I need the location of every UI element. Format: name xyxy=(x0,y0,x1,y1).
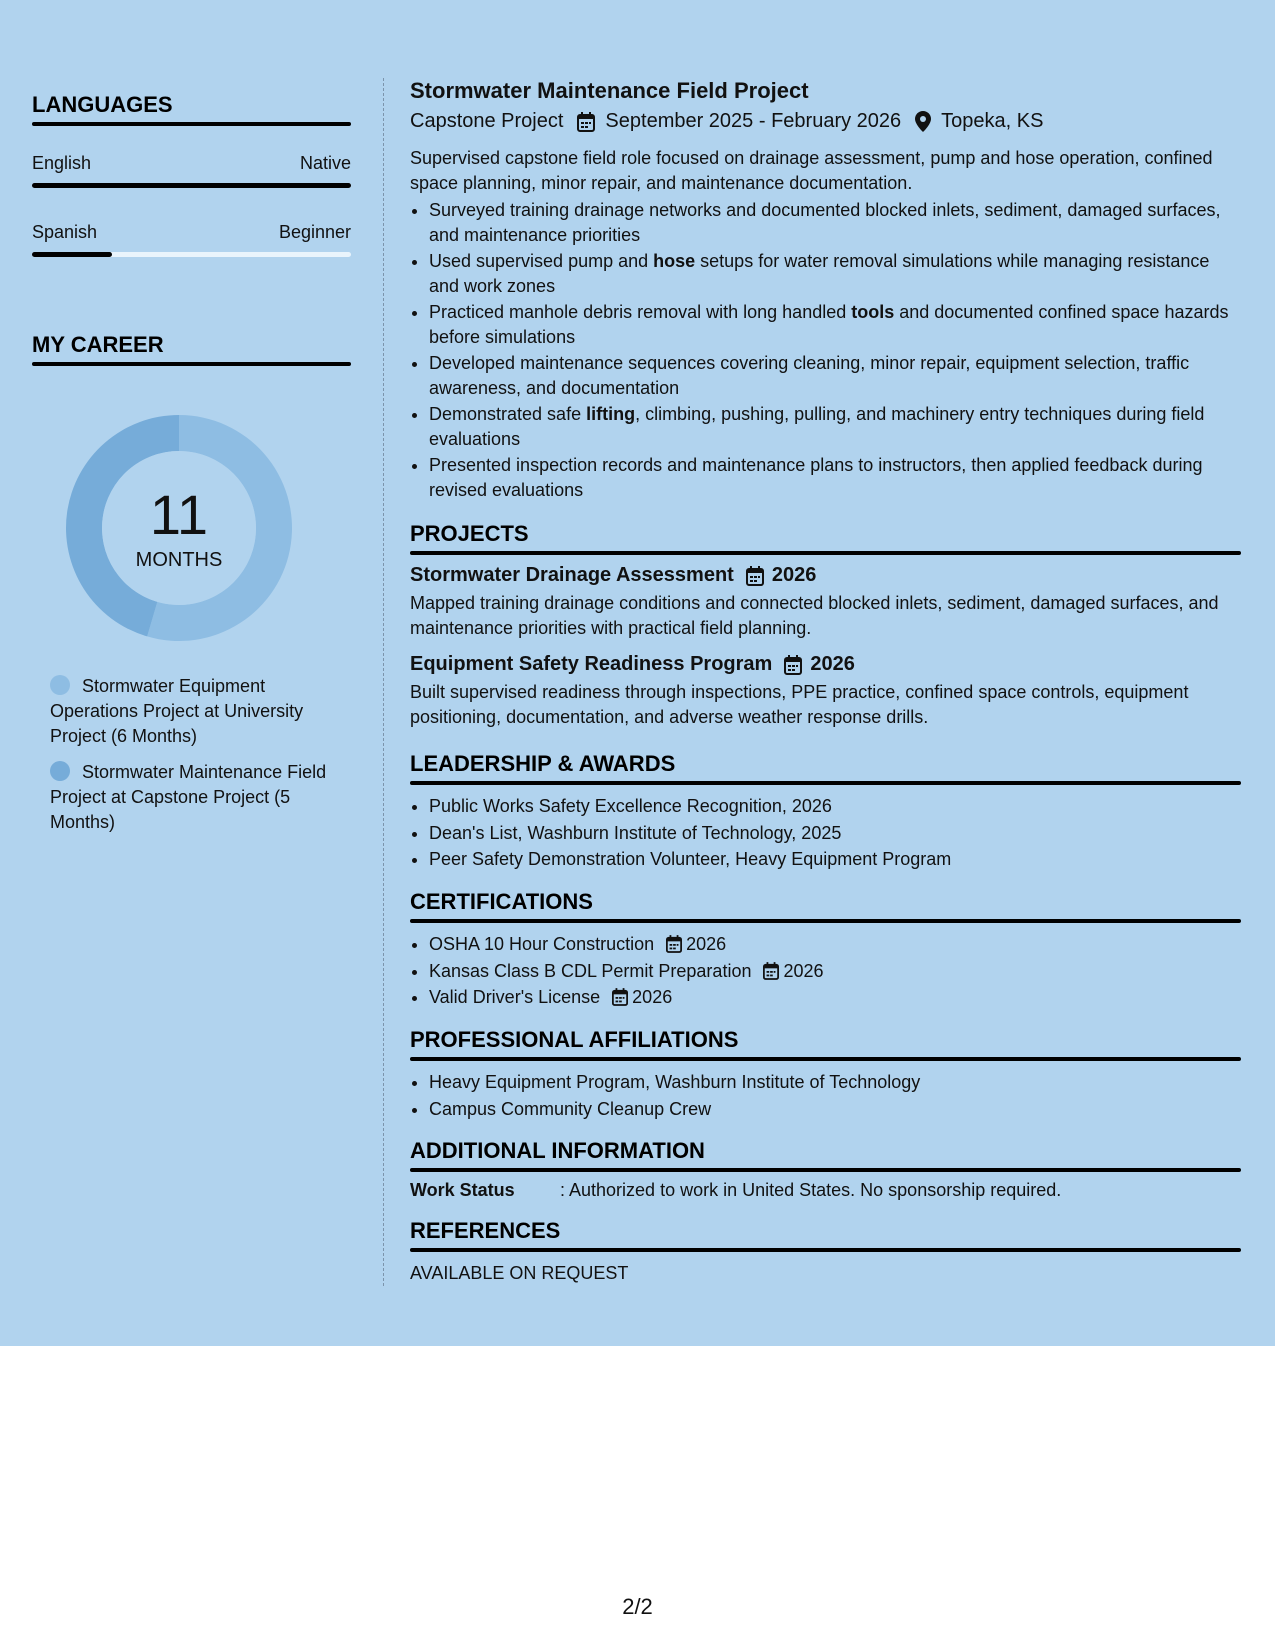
section-rule xyxy=(410,919,1241,923)
experience-summary: Supervised capstone field role focused on drainage assessment, pump and hose operation, confined space planning, minor repair, and maintenance documentation. xyxy=(410,148,1213,193)
project-year: 2026 xyxy=(810,653,855,675)
project-heading xyxy=(410,653,1241,676)
career-legend-item xyxy=(50,674,340,749)
page-number: 2/2 xyxy=(622,1594,653,1619)
language-bar-spanish xyxy=(32,252,351,257)
career-total-number: 11 xyxy=(149,483,209,546)
work-status-value: : Authorized to work in United States. No sponsorship required. xyxy=(560,1180,1062,1200)
map-pin-icon xyxy=(915,111,931,132)
work-status-label: Work Status xyxy=(410,1180,515,1200)
project-name: Stormwater Drainage Assessment xyxy=(410,564,734,586)
projects-title: PROJECTS xyxy=(410,521,529,546)
job-title: Stormwater Maintenance Field Project xyxy=(410,78,809,103)
section-rule xyxy=(410,781,1241,785)
language-name: English xyxy=(32,153,92,173)
list-item: • OSHA 10 Hour Construction 2026 xyxy=(429,932,1241,957)
language-level: Beginner xyxy=(278,222,351,242)
project-year: 2026 xyxy=(771,564,817,586)
section-rule xyxy=(410,1168,1241,1172)
language-english xyxy=(32,153,351,174)
leadership-title: LEADERSHIP & AWARDS xyxy=(410,751,676,776)
languages-rule xyxy=(32,122,351,126)
language-level: Native xyxy=(299,153,351,173)
language-bar-fill xyxy=(32,183,351,188)
languages-title: LANGUAGES xyxy=(32,92,173,117)
list-item: • Surveyed training drainage networks and documented blocked inlets, sediment, damaged surfaces, and maintenance priorities xyxy=(429,198,1241,247)
section-rule xyxy=(410,1248,1241,1252)
language-bar-fill xyxy=(32,252,112,257)
languages-section xyxy=(32,92,351,126)
list-item: • Used supervised pump and hose setups for water removal simulations while managing resistance and work zones xyxy=(429,249,1241,298)
certifications-section xyxy=(410,889,1241,1012)
references-text: AVAILABLE ON REQUEST xyxy=(410,1263,629,1283)
language-spanish xyxy=(32,222,351,243)
legend-dot-icon xyxy=(50,761,70,781)
calendar-icon xyxy=(746,566,764,586)
references-section xyxy=(410,1218,1241,1284)
calendar-icon xyxy=(577,112,595,132)
career-legend-item xyxy=(50,760,340,835)
job-org: Capstone Project xyxy=(410,110,564,132)
projects-section xyxy=(410,521,1241,729)
leadership-section xyxy=(410,751,1241,874)
project-heading xyxy=(410,564,1241,587)
language-name: Spanish xyxy=(32,222,98,242)
list-item: • Practiced manhole debris removal with long handled tools and documented confined space hazards before simulations xyxy=(429,300,1241,349)
list-item: • Developed maintenance sequences covering cleaning, minor repair, equipment selection, traffic awareness, and documentation xyxy=(429,351,1241,400)
list-item: • Demonstrated safe lifting, climbing, pushing, pulling, and machinery entry techniques during field evaluations xyxy=(429,402,1241,451)
section-rule xyxy=(410,1057,1241,1061)
job-dates: September 2025 - February 2026 xyxy=(605,110,902,132)
list-item: • Dean's List, Washburn Institute of Technology, 2025 xyxy=(429,821,1241,846)
career-donut-chart xyxy=(66,415,292,641)
additional-title: ADDITIONAL INFORMATION xyxy=(410,1138,705,1163)
affiliations-section xyxy=(410,1027,1241,1123)
affiliations-title: PROFESSIONAL AFFILIATIONS xyxy=(410,1027,739,1052)
job-location: Topeka, KS xyxy=(941,110,1044,132)
calendar-icon xyxy=(763,962,779,980)
leadership-list xyxy=(410,794,1241,872)
list-item: • Peer Safety Demonstration Volunteer, Heavy Equipment Program xyxy=(429,847,1241,872)
certifications-title: CERTIFICATIONS xyxy=(410,889,593,914)
legend-label: Stormwater Equipment Operations Project at University Project (6 Months) xyxy=(50,676,304,746)
job-meta xyxy=(410,110,1043,133)
list-item: • Kansas Class B CDL Permit Preparation 2026 xyxy=(429,959,1241,984)
legend-label: Stormwater Maintenance Field Project at Capstone Project (5 Months) xyxy=(50,762,327,832)
career-total-unit: MONTHS xyxy=(135,549,223,571)
list-item: • Public Works Safety Excellence Recognition, 2026 xyxy=(429,794,1241,819)
project-description: Built supervised readiness through inspections, PPE practice, confined space controls, equipment positioning, documentation, and adverse weather response drills. xyxy=(410,682,1189,727)
project-description: Mapped training drainage conditions and connected blocked inlets, sediment, damaged surfaces, and maintenance priorities with practical field planning. xyxy=(410,593,1219,638)
career-title: MY CAREER xyxy=(32,332,164,357)
calendar-icon xyxy=(612,988,628,1006)
additional-section xyxy=(410,1138,1241,1201)
column-divider xyxy=(383,78,384,1286)
language-bar-english xyxy=(32,183,351,188)
list-item: • Heavy Equipment Program, Washburn Institute of Technology xyxy=(429,1070,1241,1095)
references-title: REFERENCES xyxy=(410,1218,561,1243)
list-item: • Valid Driver's License 2026 xyxy=(429,985,1241,1010)
experience-bullets xyxy=(410,198,1241,502)
project-name: Equipment Safety Readiness Program xyxy=(410,653,773,675)
certifications-list xyxy=(410,932,1241,1010)
career-section xyxy=(32,332,351,366)
section-rule xyxy=(410,551,1241,555)
calendar-icon xyxy=(666,935,682,953)
calendar-icon xyxy=(784,655,802,675)
experience-body xyxy=(410,146,1241,504)
legend-dot-icon xyxy=(50,675,70,695)
work-status-row xyxy=(410,1180,1241,1201)
list-item: • Campus Community Cleanup Crew xyxy=(429,1097,1241,1122)
affiliations-list xyxy=(410,1070,1241,1121)
career-rule xyxy=(32,362,351,366)
list-item: • Presented inspection records and maintenance plans to instructors, then applied feedback during revised evaluations xyxy=(429,453,1241,502)
